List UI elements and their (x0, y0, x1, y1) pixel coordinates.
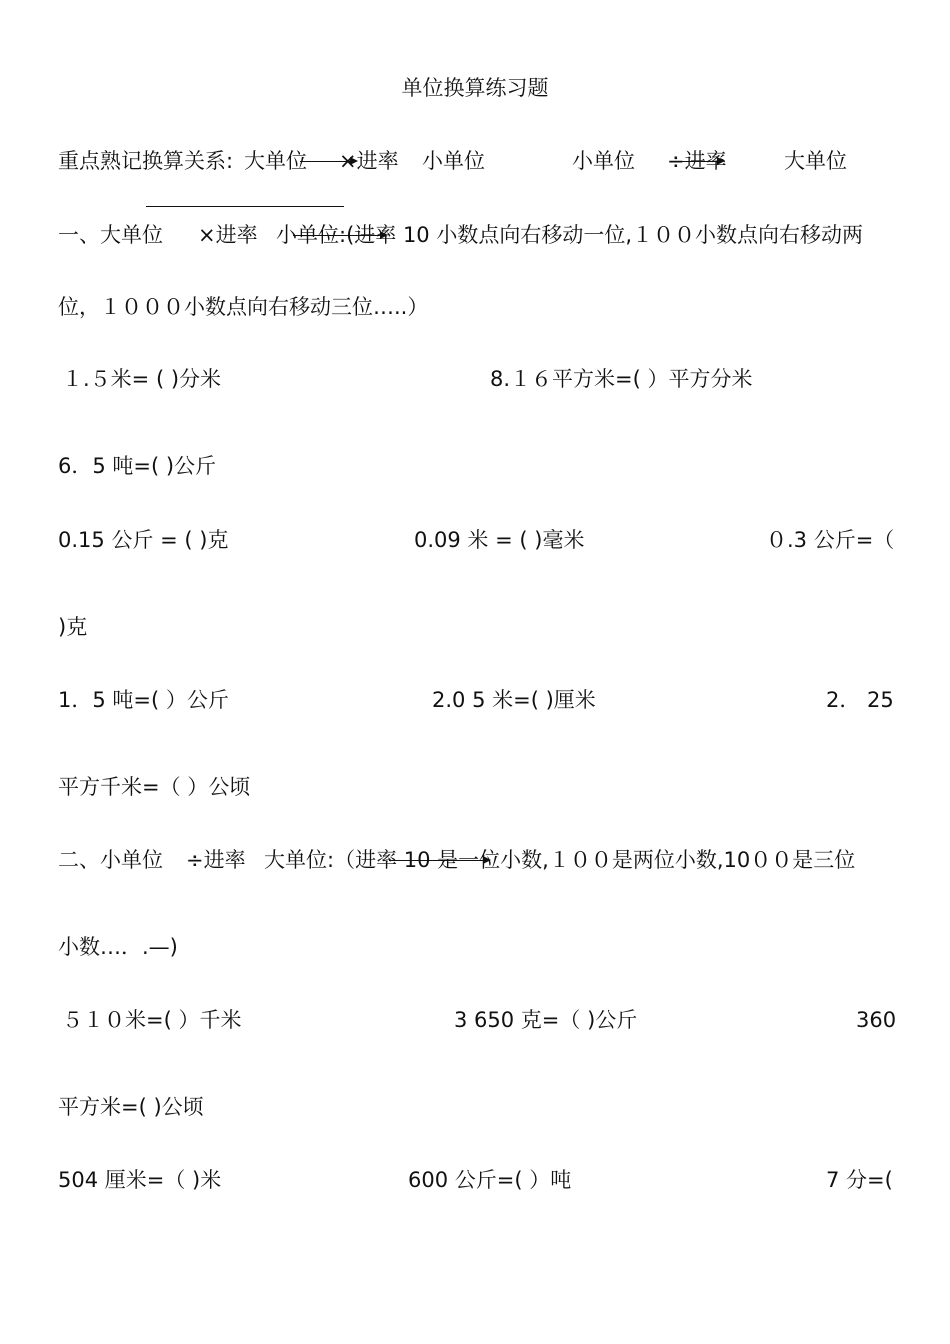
question-1-5m: １.５米= ( )分米 (62, 367, 222, 391)
key-point-small-unit: 小单位 (422, 149, 485, 173)
question-8-16sqm: 8.１６平方米=( ）平方分米 (490, 367, 753, 391)
question-2-25sqkm: 2． 25 (826, 688, 894, 712)
question-7fen: 7 分=( (826, 1168, 893, 1192)
question-2-25sqkm-cont: 平方千米=（ ）公顷 (58, 775, 251, 799)
key-point-big-unit-2: 大单位 (784, 149, 847, 173)
question-3650g: 3 650 克=（ )公斤 (454, 1008, 638, 1032)
section2-description-cont: 小数…．.—) (58, 935, 178, 959)
key-point-times-rate: ×进率 (339, 149, 399, 173)
section2-operator: ÷进率 (186, 848, 246, 872)
section1-description: 小单位:(进率 10 小数点向右移动一位,１００小数点向右移动两 (276, 223, 864, 247)
question-360sqm: 360 (856, 1008, 897, 1032)
key-point-small-unit-2: 小单位 (572, 149, 635, 173)
section1-operator: ×进率 (198, 223, 258, 247)
question-6-5t: 6．5 吨=( )公斤 (58, 454, 217, 478)
question-360sqm-cont: 平方米=( )公顷 (58, 1095, 204, 1119)
key-point-prefix: 重点熟记换算关系: (58, 149, 234, 173)
section2-prefix: 二、小单位 (58, 848, 163, 872)
question-510m: ５１０米=( ）千米 (62, 1008, 242, 1032)
question-600kg: 600 公斤=( ）吨 (408, 1168, 572, 1192)
section2-description: 大单位:（进率 10 是一位小数,１００是两位小数,10００是三位 (264, 848, 856, 872)
question-0-3kg: ０.3 公斤=（ (766, 528, 895, 552)
section1-description-cont: 位，１０００小数点向右移动三位…..） (58, 295, 429, 319)
key-point-big-unit: 大单位 (244, 149, 307, 173)
divider-line (146, 206, 344, 207)
key-point-div-rate: ÷进率 (667, 149, 727, 173)
page-title: 单位换算练习题 (401, 76, 549, 100)
question-2-05m: 2.0 5 米=( )厘米 (432, 688, 596, 712)
question-1-5t: 1．5 吨=( ）公斤 (58, 688, 229, 712)
question-0-09m: 0.09 米 = ( )毫米 (414, 528, 585, 552)
section1-prefix: 一、大单位 (58, 223, 163, 247)
question-504cm: 504 厘米=（ )米 (58, 1168, 222, 1192)
question-0-3kg-cont: )克 (58, 615, 88, 639)
question-0-15kg: 0.15 公斤 = ( )克 (58, 528, 229, 552)
